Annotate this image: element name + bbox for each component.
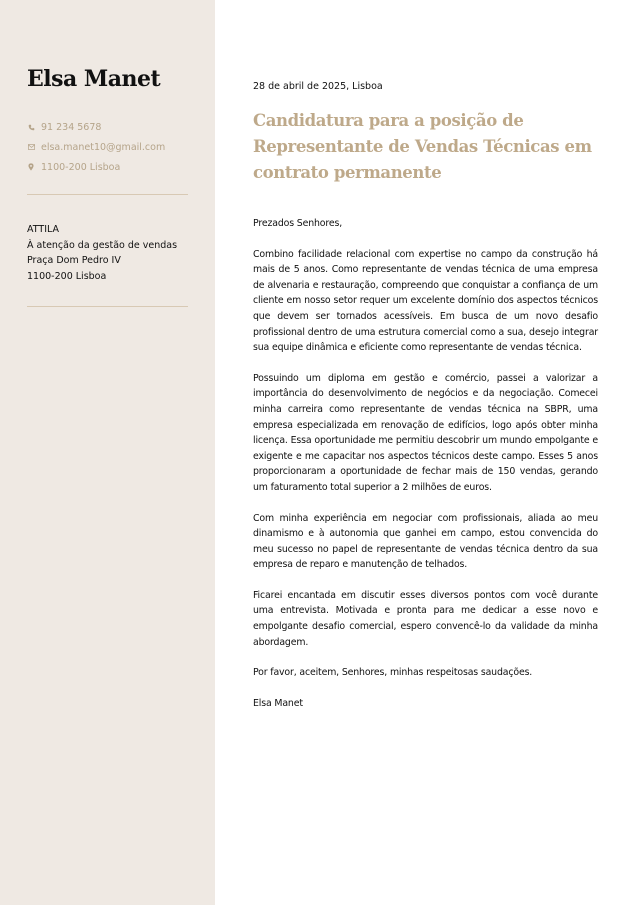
- paragraph: Ficarei encantada em discutir esses diversos pontos com você durante uma entrevista. Motivada e pronta para me dedicar a esse novo e empolgante desafio comercial, espero convencê-lo da validade da minha abordagem.: [253, 589, 598, 648]
- phone-icon: [28, 124, 41, 131]
- paragraph: Combino facilidade relacional com expertise no campo da construção há mais de 5 anos. Como representante de vendas técnica de uma empresa de alvenaria e restauração, compreendo que conquistar a confiança de um cliente em nosso setor requer um excelente domínio dos aspectos técnicos que devem ser tornados acessíveis. Em busca de um novo desafio profissional dentro de uma estrutura comercial como a sua, desejo integrar sua equipe dinâmica e eficiente como representante de vendas técnica.: [253, 248, 598, 354]
- email-address[interactable]: elsa.manet10@gmail.com: [41, 141, 166, 153]
- letter-content: [253, 216, 598, 726]
- phone-number[interactable]: 91 234 5678: [41, 121, 102, 133]
- recipient-company: ATTILA: [27, 224, 60, 235]
- closing: Por favor, aceitem, Senhores, minhas respeitosas saudações.: [253, 667, 533, 679]
- letter-subject: Candidatura para a posição de Representante de Vendas Técnicas em contrato permanente: [253, 111, 592, 182]
- contact-phone: [28, 117, 165, 137]
- recipient-street: Praça Dom Pedro IV: [27, 255, 121, 266]
- paragraph: Possuindo um diploma em gestão e comércio, passei a valorizar a importância do desenvolvimento de negócios e da negociação. Comecei minha carreira como representante de vendas técnica na SBPR, uma empresa especializada em renovação de edifícios, logo após obter minha licença. Essa oportunidade me permitiu descobrir um mundo empolgante e exigente e me capacitar nos aspectos técnicos deste campo. Esses 5 anos proporcionaram a oportunidade de fechar mais de 150 vendas, gerando um faturamento total superior a 2 milhões de euros.: [253, 372, 598, 493]
- divider: [27, 194, 188, 195]
- sidebar: [0, 0, 215, 905]
- letter-date: 28 de abril de 2025, Lisboa: [253, 81, 383, 92]
- contact-email: [28, 137, 165, 157]
- contact-info: [28, 117, 165, 177]
- sender-name: Elsa Manet: [27, 66, 161, 92]
- divider: [27, 306, 188, 307]
- mail-icon: [28, 144, 41, 150]
- contact-address: [28, 157, 165, 177]
- recipient-city: 1100-200 Lisboa: [27, 270, 107, 282]
- signature: Elsa Manet: [253, 697, 303, 709]
- location-pin-icon: [28, 163, 41, 171]
- paragraph: Com minha experiência em negociar com profissionais, aliada ao meu dinamismo e à autonomia que ganhei em campo, estou convencida do meu sucesso no papel de representante de vendas técnica dentro da sua empresa de reparo e manutenção de telhados.: [253, 512, 598, 571]
- address-text: 1100-200 Lisboa: [41, 161, 121, 173]
- recipient-attention: À atenção da gestão de vendas: [27, 239, 178, 251]
- recipient-address: [27, 222, 177, 284]
- salutation: Prezados Senhores,: [253, 218, 343, 229]
